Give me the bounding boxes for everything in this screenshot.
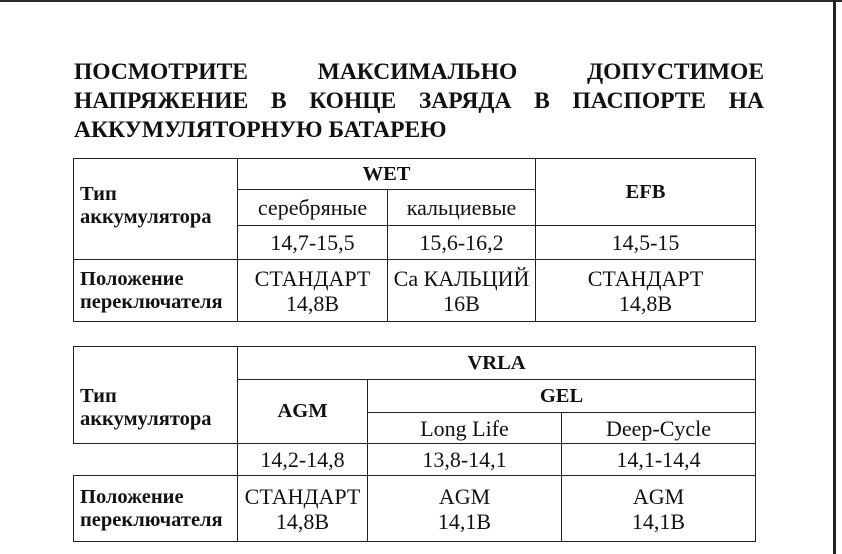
heading-line-2: НАПРЯЖЕНИЕ В КОНЦЕ ЗАРЯДА В ПАСПОРТЕ НА (74, 88, 764, 114)
subheader-calcium: кальциевые (388, 190, 536, 226)
label-battery-type: Тип аккумулятора (74, 159, 238, 260)
voltage-table-vrla (73, 346, 756, 542)
label-switch-position: Положение переключателя (74, 476, 238, 542)
subheader-silver: серебряные (238, 190, 388, 226)
switch-agm-mode: СТАНДАРТ (244, 483, 361, 509)
switch-long-life (368, 476, 562, 542)
voltage-long-life: 13,8-14,1 (368, 444, 562, 476)
switch-calcium (388, 260, 536, 322)
subheader-deep-cycle: Deep-Cycle (562, 413, 756, 444)
page-right-border (833, 0, 836, 554)
group-header-vrla: VRLA (238, 347, 756, 380)
switch-calcium-mode: Ca КАЛЬЦИЙ (393, 265, 530, 291)
switch-deep-cycle-value: 14,1В (631, 508, 686, 534)
switch-long-life-mode: AGM (438, 483, 491, 509)
switch-silver-mode: СТАНДАРТ (254, 265, 371, 291)
voltage-deep-cycle: 14,1-14,4 (562, 444, 756, 476)
switch-efb-mode: СТАНДАРТ (587, 265, 704, 291)
group-header-wet: WET (238, 159, 536, 190)
group-header-agm: AGM (238, 380, 368, 444)
switch-agm (238, 476, 368, 542)
label-battery-type: Тип аккумулятора (74, 347, 238, 444)
heading-line-3: АККУМУЛЯТОРНУЮ БАТАРЕЮ (74, 117, 447, 143)
page-top-border (0, 0, 842, 2)
label-switch-position: Положение переключателя (74, 260, 238, 322)
voltage-calcium: 15,6-16,2 (388, 226, 536, 260)
voltage-efb: 14,5-15 (536, 226, 756, 260)
page-heading (74, 58, 764, 145)
heading-line-1: ПОСМОТРИТЕ МАКСИМАЛЬНО ДОПУСТИМОЕ (74, 59, 764, 85)
switch-long-life-value: 14,1В (437, 508, 492, 534)
voltage-silver: 14,7-15,5 (238, 226, 388, 260)
switch-deep-cycle (562, 476, 756, 542)
voltage-agm: 14,2-14,8 (238, 444, 368, 476)
voltage-label-spacer (74, 444, 238, 476)
group-header-efb: EFB (536, 159, 756, 226)
switch-calcium-value: 16В (443, 290, 480, 316)
switch-silver (238, 260, 388, 322)
switch-deep-cycle-mode: AGM (632, 483, 685, 509)
switch-silver-value: 14,8В (285, 290, 340, 316)
voltage-table-wet-efb (73, 158, 756, 322)
switch-agm-value: 14,8В (275, 508, 330, 534)
subheader-long-life: Long Life (368, 413, 562, 444)
switch-efb-value: 14,8В (618, 290, 673, 316)
switch-efb (536, 260, 756, 322)
group-header-gel: GEL (368, 380, 756, 413)
